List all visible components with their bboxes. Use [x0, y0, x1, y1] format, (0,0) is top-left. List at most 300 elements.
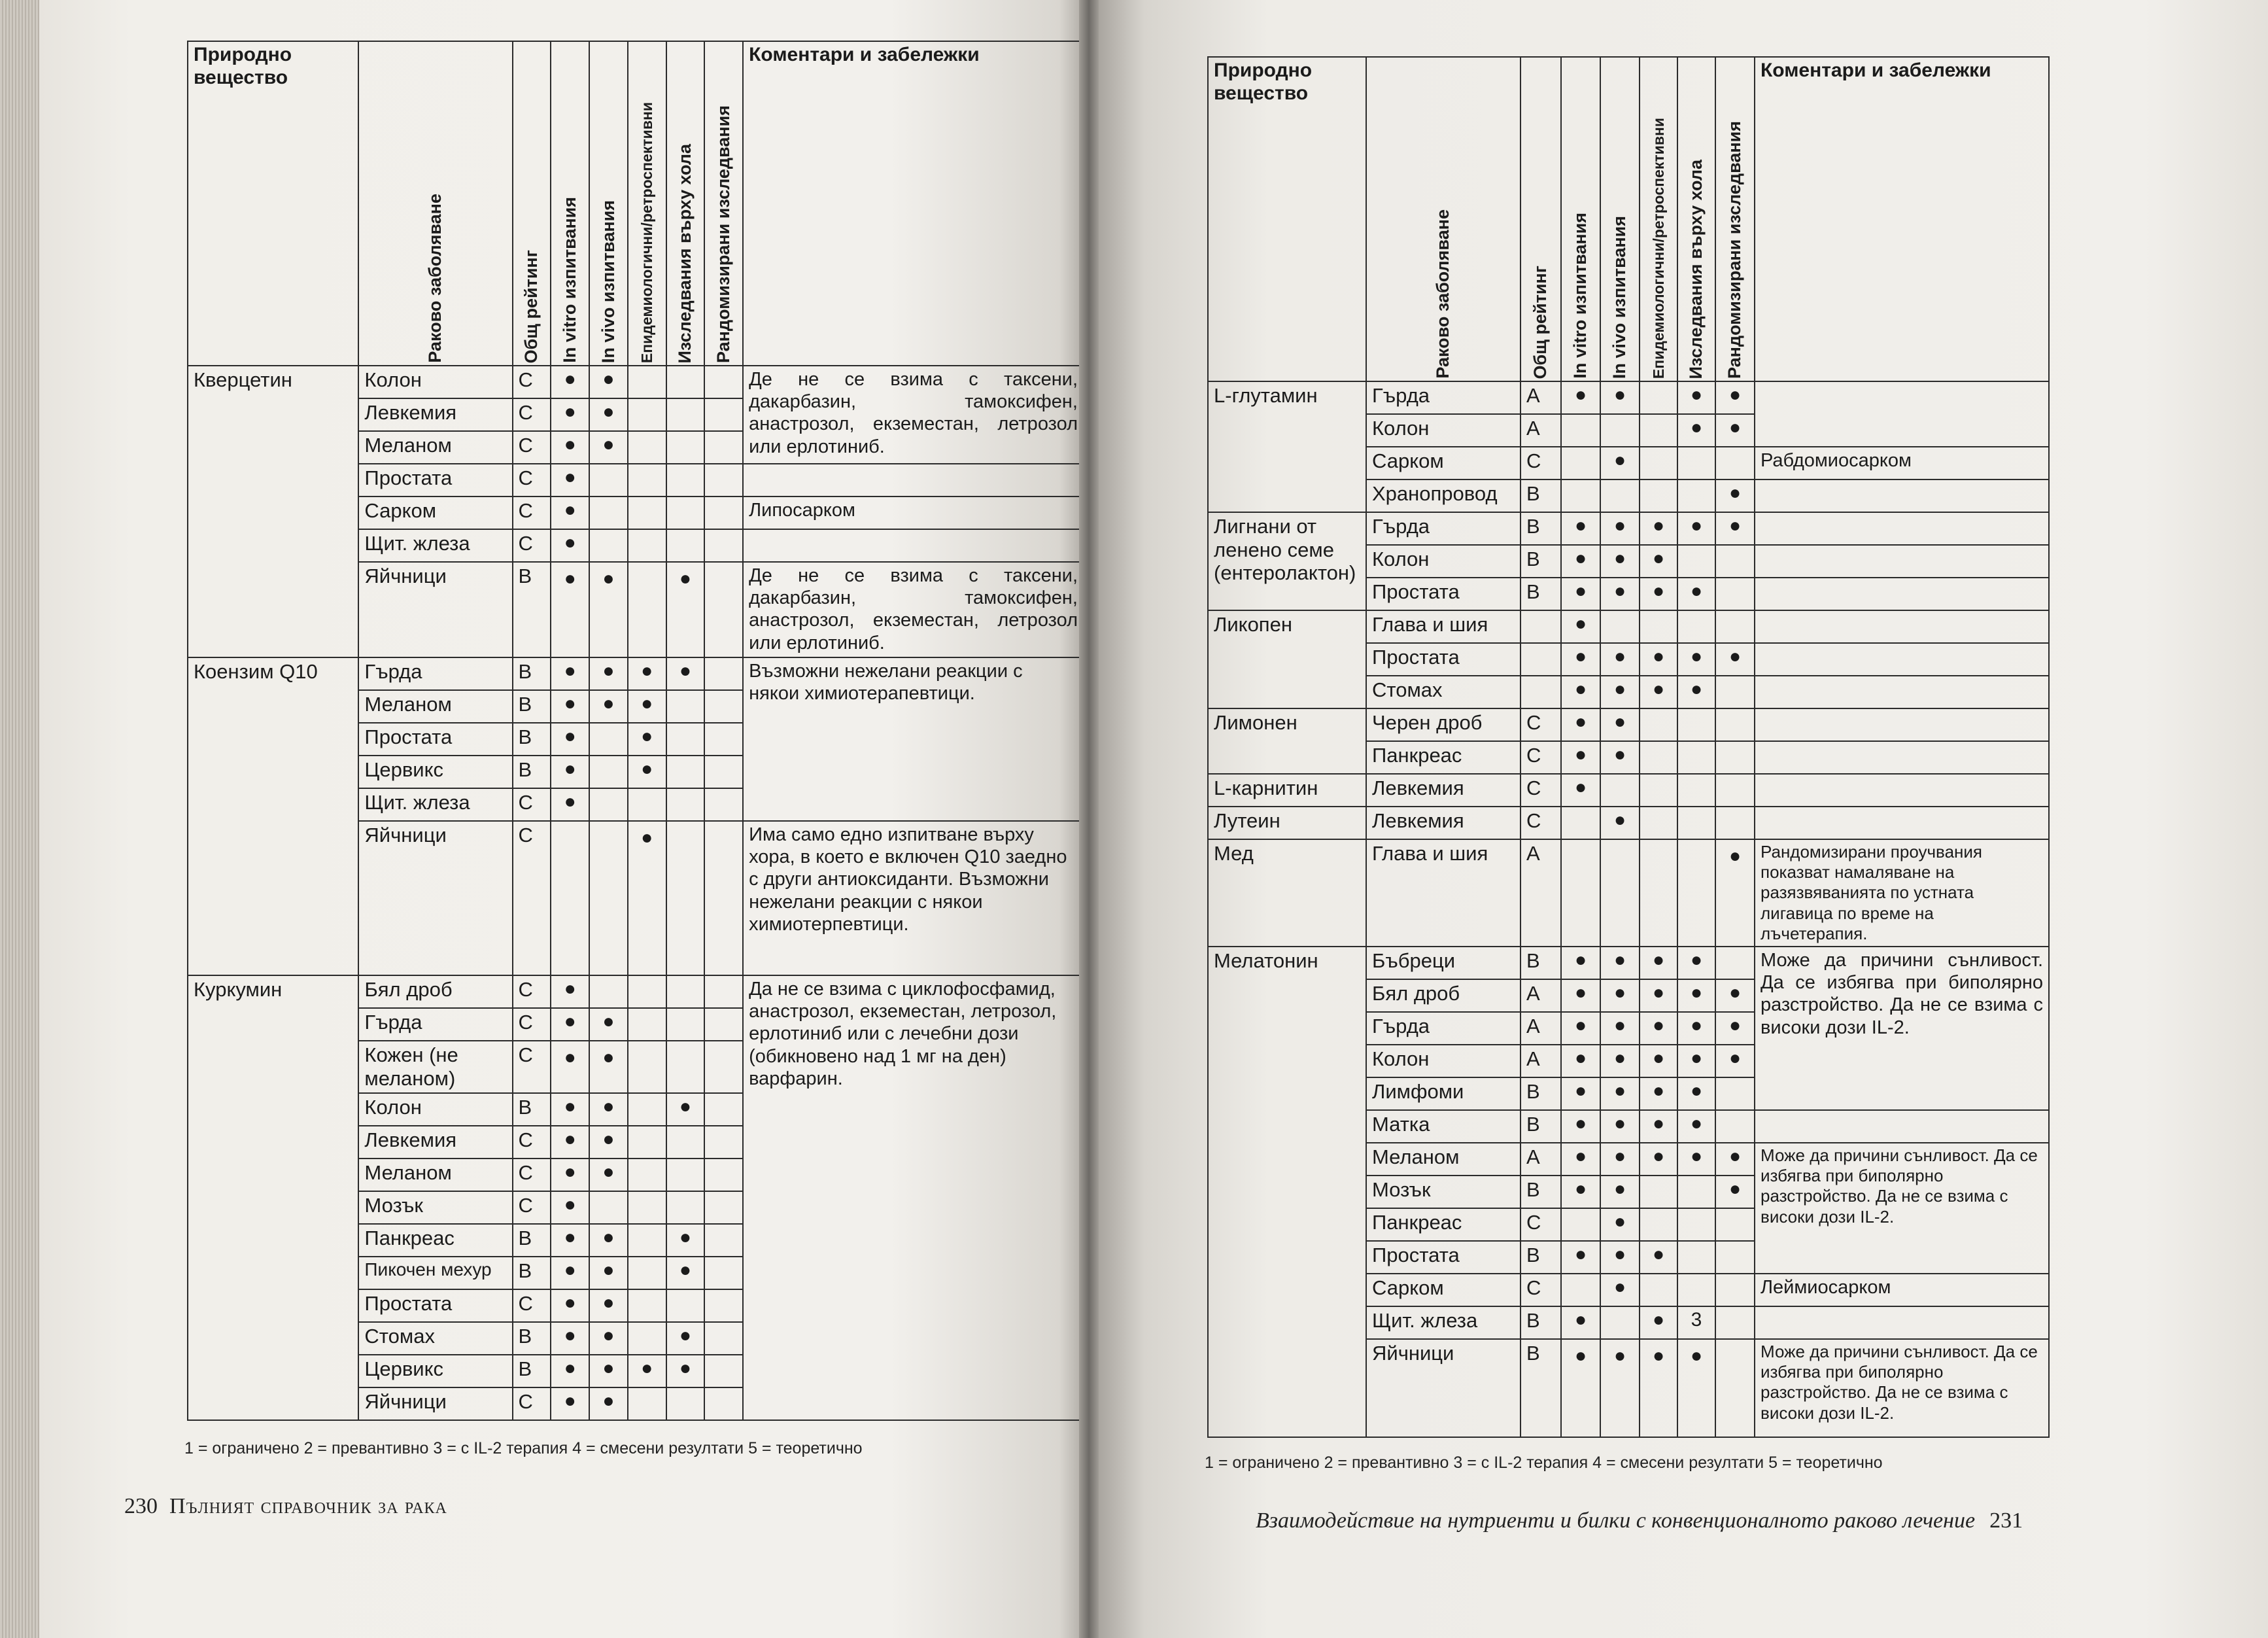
rating-cell: В — [1521, 578, 1561, 610]
rating-cell: С — [513, 1191, 551, 1224]
mark-cell: ● — [666, 1257, 705, 1289]
mark-cell — [628, 975, 666, 1008]
mark-cell — [1640, 839, 1677, 947]
mark-cell: ● — [1600, 512, 1640, 545]
mark-cell — [589, 497, 628, 529]
cancer-cell: Гърда — [358, 1008, 512, 1041]
mark-cell — [1561, 1208, 1600, 1241]
mark-cell: ● — [1640, 1306, 1677, 1339]
mark-cell: ● — [589, 1322, 628, 1355]
rating-cell: С — [513, 975, 551, 1008]
cancer-cell: Мозък — [1366, 1176, 1521, 1208]
mark-cell: ● — [589, 398, 628, 431]
mark-cell — [666, 1126, 705, 1159]
mark-cell: ● — [666, 1355, 705, 1387]
comment-cell — [1755, 512, 2049, 545]
mark-cell: ● — [1640, 676, 1677, 708]
comment-cell: Де не се взима с таксени, дакарбазин, тамоксифен, анастрозол, екземестан, летрозол или ерлотиниб. — [743, 366, 1079, 464]
mark-cell — [1677, 1274, 1715, 1306]
substance-cell: Мелатонин — [1208, 947, 1366, 1437]
page-number: 230 — [124, 1494, 158, 1518]
rating-cell: С — [1521, 1274, 1561, 1306]
mark-cell — [1715, 1274, 1755, 1306]
mark-cell: ● — [551, 788, 589, 821]
mark-cell: ● — [589, 366, 628, 398]
mark-cell: ● — [1600, 545, 1640, 578]
mark-cell — [704, 464, 743, 497]
mark-cell: ● — [1715, 414, 1755, 447]
mark-cell — [704, 756, 743, 788]
mark-cell — [704, 1159, 743, 1191]
mark-cell: ● — [1677, 947, 1715, 979]
rating-cell: С — [1521, 741, 1561, 774]
mark-cell — [704, 1355, 743, 1387]
mark-cell — [1715, 1077, 1755, 1110]
mark-cell: ● — [589, 1093, 628, 1126]
mark-cell: ● — [1640, 545, 1677, 578]
mark-cell: ● — [1561, 1176, 1600, 1208]
mark-cell: ● — [551, 562, 589, 657]
mark-cell: ● — [1600, 1274, 1640, 1306]
cancer-cell: Глава и шия — [1366, 839, 1521, 947]
mark-cell: ● — [1561, 1110, 1600, 1143]
mark-cell: ● — [1600, 1012, 1640, 1045]
cancer-cell: Щит. жлеза — [358, 529, 512, 562]
mark-cell — [1640, 447, 1677, 479]
mark-cell — [551, 821, 589, 975]
mark-cell: ● — [1600, 1241, 1640, 1274]
mark-cell: ● — [551, 1322, 589, 1355]
mark-cell: ● — [589, 431, 628, 464]
legend: 1 = ограничено 2 = превантивно 3 = с IL-2 терапия 4 = смесени резултати 5 = теоретично — [184, 1439, 863, 1457]
mark-cell — [704, 1093, 743, 1126]
mark-cell — [666, 529, 705, 562]
comment-cell: Рандомизирани проучвания показват намаляване на разязвяванията по устната лигавица по време на лъчетерапия. — [1755, 839, 2049, 947]
mark-cell — [1715, 578, 1755, 610]
mark-cell: ● — [1715, 1012, 1755, 1045]
mark-cell: ● — [628, 723, 666, 756]
comment-cell: Липосарком — [743, 497, 1079, 529]
cancer-cell: Левкемия — [1366, 774, 1521, 807]
mark-cell: ● — [1677, 643, 1715, 676]
mark-cell — [1600, 839, 1640, 947]
mark-cell — [704, 366, 743, 398]
comment-cell — [743, 529, 1079, 562]
mark-cell: ● — [589, 562, 628, 657]
mark-cell: ● — [1600, 578, 1640, 610]
mark-cell — [1640, 479, 1677, 512]
mark-cell — [1561, 447, 1600, 479]
mark-cell: ● — [1677, 979, 1715, 1012]
mark-cell: ● — [551, 431, 589, 464]
mark-cell — [666, 398, 705, 431]
mark-cell — [666, 821, 705, 975]
mark-cell: ● — [1561, 381, 1600, 414]
mark-cell: ● — [1561, 1339, 1600, 1437]
rating-cell: В — [1521, 512, 1561, 545]
mark-cell: ● — [551, 1224, 589, 1257]
mark-cell — [589, 756, 628, 788]
cancer-cell: Бял дроб — [358, 975, 512, 1008]
comment-cell — [1755, 479, 2049, 512]
cancer-cell: Цервикс — [358, 1355, 512, 1387]
mark-cell — [1677, 545, 1715, 578]
rating-cell: А — [1521, 414, 1561, 447]
header-randomized: Рандомизирани изследвания — [704, 41, 743, 366]
mark-cell — [704, 1126, 743, 1159]
mark-cell — [666, 1159, 705, 1191]
rating-cell: В — [513, 723, 551, 756]
mark-cell: 3 — [1677, 1306, 1715, 1339]
cancer-cell: Сарком — [358, 497, 512, 529]
mark-cell: ● — [1677, 1077, 1715, 1110]
mark-cell: ● — [1715, 479, 1755, 512]
mark-cell: ● — [1715, 839, 1755, 947]
mark-cell: ● — [589, 1355, 628, 1387]
rating-cell: С — [513, 1387, 551, 1420]
mark-cell — [666, 366, 705, 398]
mark-cell: ● — [1677, 1339, 1715, 1437]
rating-cell: А — [1521, 839, 1561, 947]
mark-cell: ● — [628, 756, 666, 788]
mark-cell — [704, 1041, 743, 1093]
comment-cell — [1755, 545, 2049, 578]
mark-cell: ● — [551, 398, 589, 431]
comment-cell — [1755, 741, 2049, 774]
mark-cell: ● — [1561, 1241, 1600, 1274]
cancer-cell: Простата — [358, 723, 512, 756]
mark-cell — [628, 1289, 666, 1322]
mark-cell: ● — [1715, 381, 1755, 414]
rating-cell: С — [1521, 807, 1561, 839]
mark-cell — [1677, 807, 1715, 839]
mark-cell: ● — [1600, 741, 1640, 774]
header-rating: Общ рейтинг — [1521, 57, 1561, 381]
cancer-cell: Яйчници — [358, 821, 512, 975]
cancer-cell: Яйчници — [1366, 1339, 1521, 1437]
mark-cell: ● — [1600, 1143, 1640, 1176]
header-substance: Природно вещество — [1208, 57, 1366, 381]
mark-cell: ● — [1600, 447, 1640, 479]
mark-cell: ● — [589, 1041, 628, 1093]
mark-cell — [1715, 774, 1755, 807]
header-randomized: Рандомизирани изследвания — [1715, 57, 1755, 381]
mark-cell — [1677, 741, 1715, 774]
mark-cell — [666, 756, 705, 788]
mark-cell: ● — [1640, 947, 1677, 979]
substance-cell: Мед — [1208, 839, 1366, 947]
mark-cell: ● — [589, 1257, 628, 1289]
mark-cell — [704, 1191, 743, 1224]
rating-cell: С — [513, 788, 551, 821]
rating-cell: В — [513, 1257, 551, 1289]
mark-cell — [1677, 839, 1715, 947]
mark-cell: ● — [551, 1387, 589, 1420]
rating-cell: С — [513, 821, 551, 975]
rating-cell: С — [1521, 774, 1561, 807]
cancer-cell: Бъбреци — [1366, 947, 1521, 979]
cancer-cell: Меланом — [358, 690, 512, 723]
header-in-vivo: In vivo изпитвания — [1600, 57, 1640, 381]
mark-cell — [1640, 1274, 1677, 1306]
cancer-cell: Колон — [1366, 1045, 1521, 1077]
header-rating: Общ рейтинг — [513, 41, 551, 366]
mark-cell — [704, 562, 743, 657]
header-in-vivo: In vivo изпитвания — [589, 41, 628, 366]
rating-cell: С — [513, 1159, 551, 1191]
comment-cell — [1755, 381, 2049, 447]
mark-cell — [1600, 414, 1640, 447]
mark-cell — [704, 529, 743, 562]
cancer-cell: Простата — [358, 464, 512, 497]
mark-cell: ● — [666, 1093, 705, 1126]
mark-cell: ● — [551, 1355, 589, 1387]
cancer-cell: Гърда — [1366, 512, 1521, 545]
comment-cell — [1755, 578, 2049, 610]
header-cancer: Раково заболяване — [358, 41, 512, 366]
mark-cell — [628, 1191, 666, 1224]
mark-cell: ● — [589, 1159, 628, 1191]
rating-cell: В — [513, 690, 551, 723]
rating-cell: С — [513, 398, 551, 431]
mark-cell: ● — [1600, 643, 1640, 676]
mark-cell: ● — [1600, 807, 1640, 839]
mark-cell — [704, 398, 743, 431]
mark-cell — [666, 1008, 705, 1041]
cancer-cell: Щит. жлеза — [358, 788, 512, 821]
comment-cell: Може да причини сънливост. Да се избягва при биполярно разстройство. Да не се взима с високи дози IL-2. — [1755, 947, 2049, 1110]
rating-cell: С — [513, 1126, 551, 1159]
mark-cell: ● — [1677, 414, 1715, 447]
mark-cell — [589, 723, 628, 756]
mark-cell: ● — [1715, 1143, 1755, 1176]
rating-cell: В — [1521, 1241, 1561, 1274]
mark-cell: ● — [1561, 1012, 1600, 1045]
mark-cell: ● — [1561, 774, 1600, 807]
mark-cell — [704, 1289, 743, 1322]
cancer-cell: Матка — [1366, 1110, 1521, 1143]
mark-cell — [1715, 708, 1755, 741]
mark-cell — [666, 788, 705, 821]
cancer-cell: Левкемия — [358, 398, 512, 431]
mark-cell — [1640, 1208, 1677, 1241]
cancer-cell: Левкемия — [358, 1126, 512, 1159]
mark-cell: ● — [551, 975, 589, 1008]
mark-cell — [666, 497, 705, 529]
mark-cell: ● — [589, 1387, 628, 1420]
mark-cell: ● — [551, 1093, 589, 1126]
rating-cell: В — [1521, 1339, 1561, 1437]
substance-cell: Лимонен — [1208, 708, 1366, 774]
header-epidemiological: Епидемиологични/ретроспективни — [1640, 57, 1677, 381]
header-cancer: Раково заболяване — [1366, 57, 1521, 381]
mark-cell: ● — [551, 690, 589, 723]
mark-cell — [1677, 774, 1715, 807]
rating-cell: В — [513, 562, 551, 657]
cancer-cell: Простата — [1366, 1241, 1521, 1274]
mark-cell — [666, 723, 705, 756]
mark-cell — [666, 975, 705, 1008]
cancer-cell: Простата — [358, 1289, 512, 1322]
mark-cell: ● — [628, 657, 666, 690]
mark-cell: ● — [1677, 676, 1715, 708]
mark-cell: ● — [628, 821, 666, 975]
mark-cell — [1600, 610, 1640, 643]
comment-cell: Де не се взима с таксени, дакарбазин, тамоксифен, анастрозол, екземестан, летрозол или ерлотиниб. — [743, 562, 1079, 657]
mark-cell: ● — [666, 562, 705, 657]
rating-cell: С — [513, 1008, 551, 1041]
substance-cell: L-карнитин — [1208, 774, 1366, 807]
mark-cell: ● — [1561, 1077, 1600, 1110]
rating-cell — [1521, 643, 1561, 676]
header-epidemiological: Епидемиологични/ретроспективни — [628, 41, 666, 366]
mark-cell — [1715, 1339, 1755, 1437]
header-in-vitro: In vitro изпитвания — [551, 41, 589, 366]
mark-cell — [1640, 1176, 1677, 1208]
mark-cell: ● — [1600, 381, 1640, 414]
mark-cell — [1640, 610, 1677, 643]
mark-cell — [628, 431, 666, 464]
mark-cell — [1561, 414, 1600, 447]
rating-cell: С — [513, 1289, 551, 1322]
left-page — [39, 0, 1079, 1638]
mark-cell: ● — [1640, 512, 1677, 545]
legend: 1 = ограничено 2 = превантивно 3 = с IL-2 терапия 4 = смесени резултати 5 = теоретично — [1205, 1454, 1883, 1472]
mark-cell: ● — [551, 723, 589, 756]
mark-cell: ● — [1600, 1077, 1640, 1110]
mark-cell: ● — [1640, 1339, 1677, 1437]
mark-cell: ● — [1715, 643, 1755, 676]
mark-cell: ● — [666, 657, 705, 690]
cancer-cell: Глава и шия — [1366, 610, 1521, 643]
mark-cell: ● — [551, 657, 589, 690]
mark-cell — [666, 464, 705, 497]
substance-cell: Ликопен — [1208, 610, 1366, 708]
mark-cell — [1677, 1241, 1715, 1274]
cancer-cell: Кожен (не меланом) — [358, 1041, 512, 1093]
cancer-cell: Панкреас — [358, 1224, 512, 1257]
rating-cell: В — [513, 657, 551, 690]
mark-cell: ● — [1677, 1012, 1715, 1045]
mark-cell — [1640, 414, 1677, 447]
comment-cell — [1755, 774, 2049, 807]
mark-cell: ● — [1561, 512, 1600, 545]
mark-cell — [704, 1257, 743, 1289]
cancer-cell: Хранопровод — [1366, 479, 1521, 512]
mark-cell: ● — [589, 1289, 628, 1322]
rating-cell: С — [513, 1041, 551, 1093]
cancer-cell: Гърда — [1366, 381, 1521, 414]
substance-cell: Лутеин — [1208, 807, 1366, 839]
mark-cell: ● — [1561, 708, 1600, 741]
mark-cell — [628, 464, 666, 497]
header-human-studies: Изследвания върху хола — [666, 41, 705, 366]
mark-cell: ● — [1677, 578, 1715, 610]
mark-cell — [1561, 807, 1600, 839]
rating-cell: В — [1521, 1306, 1561, 1339]
cancer-cell: Бял дроб — [1366, 979, 1521, 1012]
cancer-cell: Сарком — [1366, 447, 1521, 479]
mark-cell: ● — [1715, 1176, 1755, 1208]
rating-cell: С — [1521, 447, 1561, 479]
mark-cell — [704, 1008, 743, 1041]
rating-cell: В — [513, 1093, 551, 1126]
mark-cell: ● — [1677, 1045, 1715, 1077]
cancer-cell: Панкреас — [1366, 1208, 1521, 1241]
mark-cell: ● — [1600, 1208, 1640, 1241]
mark-cell — [628, 529, 666, 562]
cancer-cell: Мозък — [358, 1191, 512, 1224]
cancer-cell: Гърда — [1366, 1012, 1521, 1045]
mark-cell — [628, 788, 666, 821]
comment-cell — [1755, 1306, 2049, 1339]
rating-cell — [1521, 610, 1561, 643]
mark-cell — [1600, 479, 1640, 512]
mark-cell: ● — [1561, 610, 1600, 643]
rating-cell: В — [513, 1355, 551, 1387]
cancer-cell: Колон — [1366, 414, 1521, 447]
mark-cell — [1715, 947, 1755, 979]
mark-cell: ● — [1561, 578, 1600, 610]
header-in-vitro: In vitro изпитвания — [1561, 57, 1600, 381]
cancer-cell: Яйчници — [358, 562, 512, 657]
running-title: Взаимодействие на нутриенти и билки с конвенционалното раково лечение — [1256, 1508, 1976, 1533]
mark-cell: ● — [666, 1224, 705, 1257]
cancer-cell: Гърда — [358, 657, 512, 690]
rating-cell: С — [513, 431, 551, 464]
mark-cell — [628, 1008, 666, 1041]
mark-cell — [704, 1387, 743, 1420]
mark-cell: ● — [551, 1159, 589, 1191]
rating-cell: С — [513, 366, 551, 398]
mark-cell: ● — [589, 657, 628, 690]
mark-cell: ● — [628, 690, 666, 723]
mark-cell: ● — [551, 529, 589, 562]
substance-cell: Кверцетин — [188, 366, 358, 657]
mark-cell — [628, 1387, 666, 1420]
cancer-cell: Меланом — [358, 431, 512, 464]
cancer-cell: Цервикс — [358, 756, 512, 788]
mark-cell — [1715, 1208, 1755, 1241]
mark-cell — [628, 1126, 666, 1159]
comment-cell — [1755, 676, 2049, 708]
mark-cell — [1677, 479, 1715, 512]
mark-cell: ● — [589, 690, 628, 723]
mark-cell: ● — [551, 366, 589, 398]
mark-cell — [1715, 807, 1755, 839]
mark-cell: ● — [1677, 512, 1715, 545]
left-table — [187, 41, 1079, 1421]
mark-cell — [704, 723, 743, 756]
mark-cell: ● — [1561, 947, 1600, 979]
rating-cell: В — [1521, 947, 1561, 979]
mark-cell: ● — [551, 756, 589, 788]
mark-cell — [704, 1322, 743, 1355]
mark-cell: ● — [1600, 1045, 1640, 1077]
cancer-cell: Черен дроб — [1366, 708, 1521, 741]
mark-cell — [628, 1322, 666, 1355]
rating-cell: С — [1521, 1208, 1561, 1241]
mark-cell: ● — [1640, 979, 1677, 1012]
book-page-edges — [0, 0, 39, 1638]
mark-cell: ● — [1640, 1012, 1677, 1045]
header-human-studies: Изследвания върху хола — [1677, 57, 1715, 381]
mark-cell — [666, 1387, 705, 1420]
mark-cell — [1715, 741, 1755, 774]
rating-cell: В — [513, 756, 551, 788]
cancer-cell: Стомах — [1366, 676, 1521, 708]
mark-cell — [1715, 1241, 1755, 1274]
